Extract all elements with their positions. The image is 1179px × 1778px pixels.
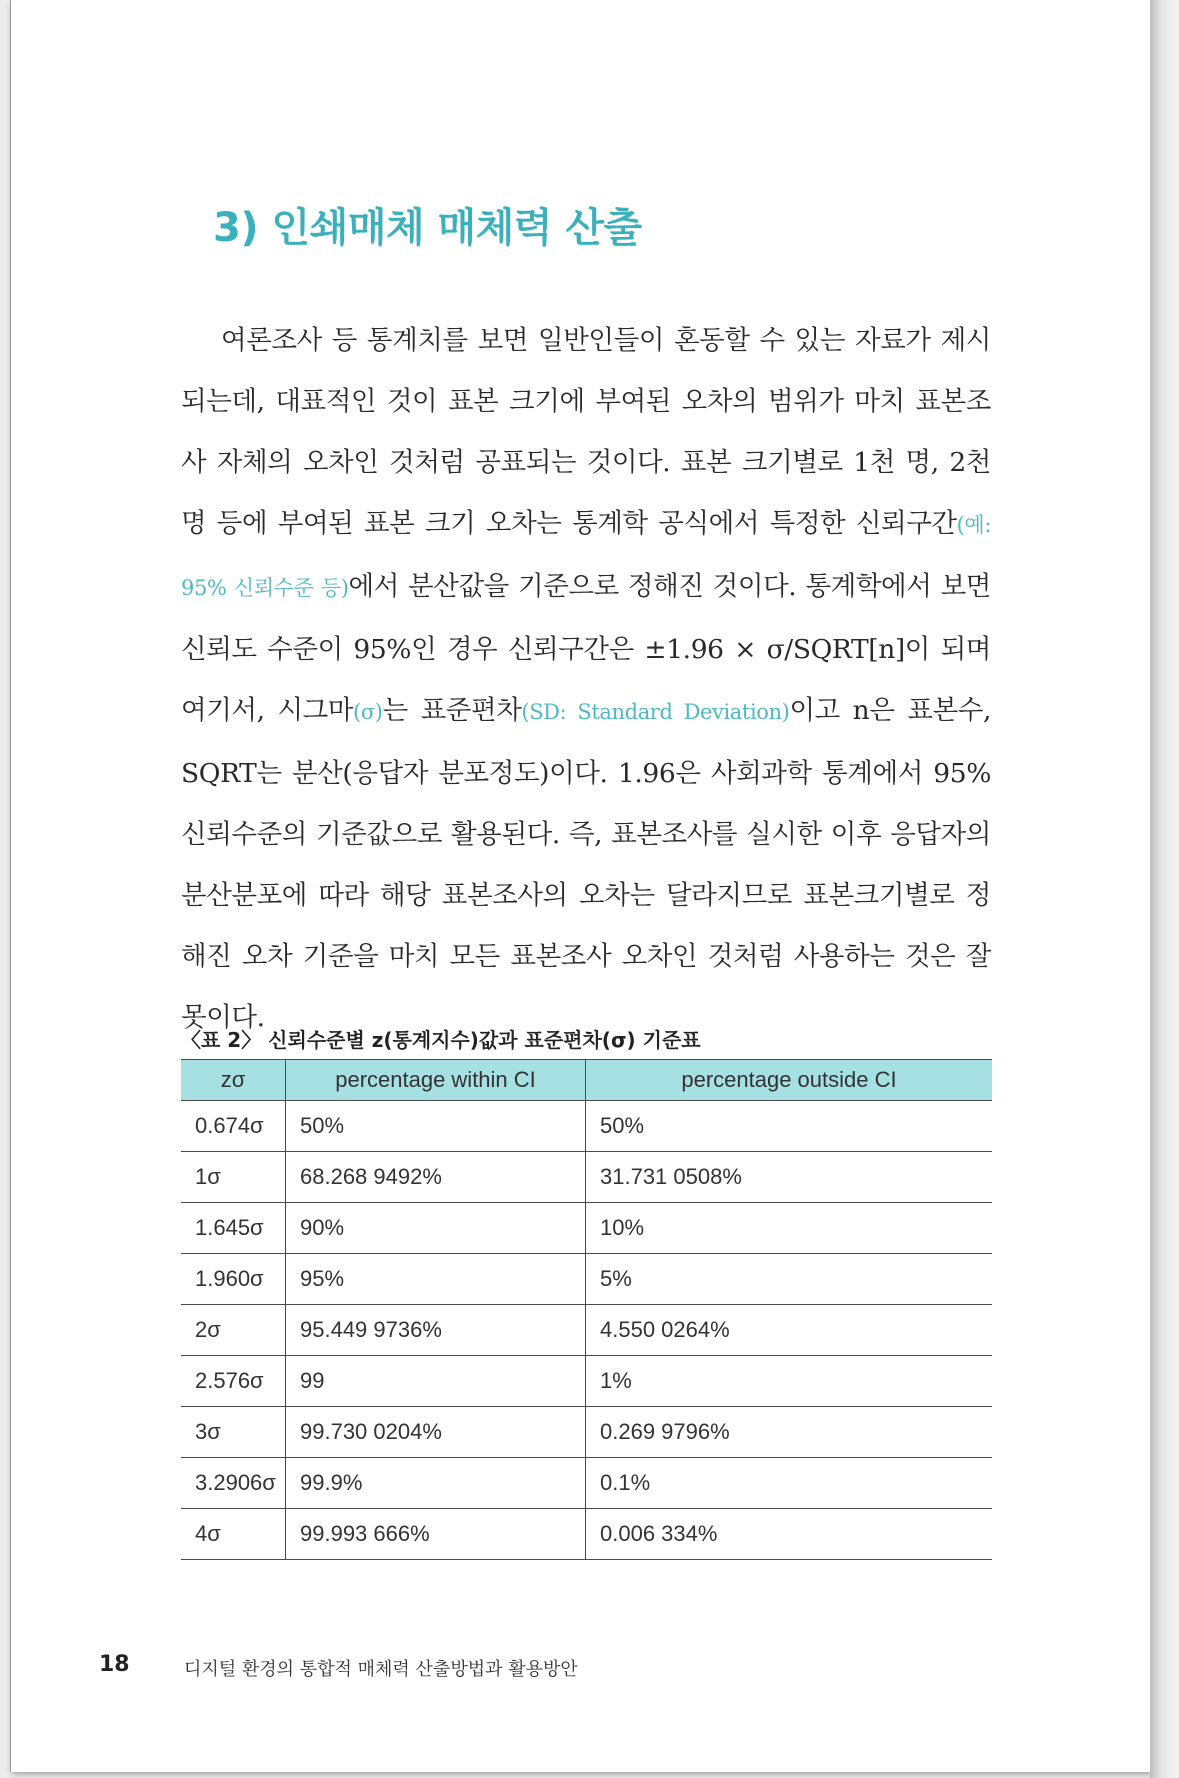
table-row <box>181 1407 992 1458</box>
table-cell: 1σ <box>181 1152 286 1203</box>
table-cell: 1% <box>586 1356 993 1407</box>
table-row <box>181 1254 992 1305</box>
table-cell: 1.645σ <box>181 1203 286 1254</box>
table-cell: 99.730 0204% <box>286 1407 586 1458</box>
page-number: 18 <box>99 1652 130 1677</box>
table-row <box>181 1305 992 1356</box>
column-header: percentage within CI <box>286 1060 586 1101</box>
confidence-table <box>181 1059 992 1560</box>
table-cell: 2.576σ <box>181 1356 286 1407</box>
table-row <box>181 1101 992 1152</box>
table-cell: 4.550 0264% <box>586 1305 993 1356</box>
table-cell: 31.731 0508% <box>586 1152 993 1203</box>
table-cell: 1.960σ <box>181 1254 286 1305</box>
table-cell: 2σ <box>181 1305 286 1356</box>
table-cell: 0.006 334% <box>586 1509 993 1560</box>
section-heading: 3) 인쇄매체 매체력 산출 <box>213 205 642 251</box>
table-row <box>181 1203 992 1254</box>
table-cell: 4σ <box>181 1509 286 1560</box>
table-row <box>181 1509 992 1560</box>
table-cell: 10% <box>586 1203 993 1254</box>
table-cell: 0.269 9796% <box>586 1407 993 1458</box>
table-cell: 0.674σ <box>181 1101 286 1152</box>
table-cell: 0.1% <box>586 1458 993 1509</box>
table-row <box>181 1458 992 1509</box>
table-row <box>181 1356 992 1407</box>
table-cell: 99.993 666% <box>286 1509 586 1560</box>
table-cell: 99 <box>286 1356 586 1407</box>
table-cell: 5% <box>586 1254 993 1305</box>
table-cell: 3.2906σ <box>181 1458 286 1509</box>
body-text-run: 에서 분산값을 기준으로 정해진 것이다. 통계학에서 보면 신뢰도 수준이 95%인 경우 신뢰구간은 ±1.96 × σ/SQRT[n]이 되며 여기서, 시그마 <box>181 571 991 726</box>
table-cell: 3σ <box>181 1407 286 1458</box>
body-paragraph-block <box>181 310 991 1048</box>
table-cell: 95.449 9736% <box>286 1305 586 1356</box>
table-cell: 50% <box>286 1101 586 1152</box>
body-text-run: 여론조사 등 통계치를 보면 일반인들이 혼동할 수 있는 자료가 제시되는데, 대표적인 것이 표본 크기에 부여된 오차의 범위가 마치 표본조사 자체의 오차인 것처럼 공표되는 것이다. 표본 크기별로 1천 명, 2천 명 등에 부여된 표본 크기 오차는 통계학 공식에서 특정한 신뢰구간 <box>181 325 991 539</box>
book-page <box>10 0 1151 1772</box>
column-header: zσ <box>181 1060 286 1101</box>
inline-note: (SD: Standard Deviation) <box>521 700 790 724</box>
inline-note: (예: 95% 신뢰수준 등) <box>181 513 991 600</box>
body-text-run: 는 표준편차 <box>382 695 522 726</box>
table-row <box>181 1152 992 1203</box>
running-title: 디지털 환경의 통합적 매체력 산출방법과 활용방안 <box>184 1659 578 1680</box>
table-cell: 95% <box>286 1254 586 1305</box>
table-cell: 68.268 9492% <box>286 1152 586 1203</box>
table-caption: 〈표 2〉 신뢰수준별 z(통계지수)값과 표준편차(σ) 기준표 <box>181 1028 701 1052</box>
page-edge-shadow <box>1150 0 1179 1778</box>
column-header: percentage outside CI <box>586 1060 993 1101</box>
table-cell: 99.9% <box>286 1458 586 1509</box>
table-cell: 50% <box>586 1101 993 1152</box>
body-paragraph <box>181 310 991 1048</box>
table-cell: 90% <box>286 1203 586 1254</box>
inline-note: (σ) <box>353 700 383 724</box>
body-text-run: 이고 n은 표본수, SQRT는 분산(응답자 분포정도)이다. 1.96은 사회과학 통계에서 95% 신뢰수준의 기준값으로 활용된다. 즉, 표본조사를 실시한 이후 응답자의 분산분포에 따라 해당 표본조사의 오차는 달라지므로 표본크기별로 정해진 오차 기준을 마치 모든 표본조사 오차인 것처럼 사용하는 것은 잘못이다. <box>181 695 991 1033</box>
table-header-row <box>181 1060 992 1101</box>
